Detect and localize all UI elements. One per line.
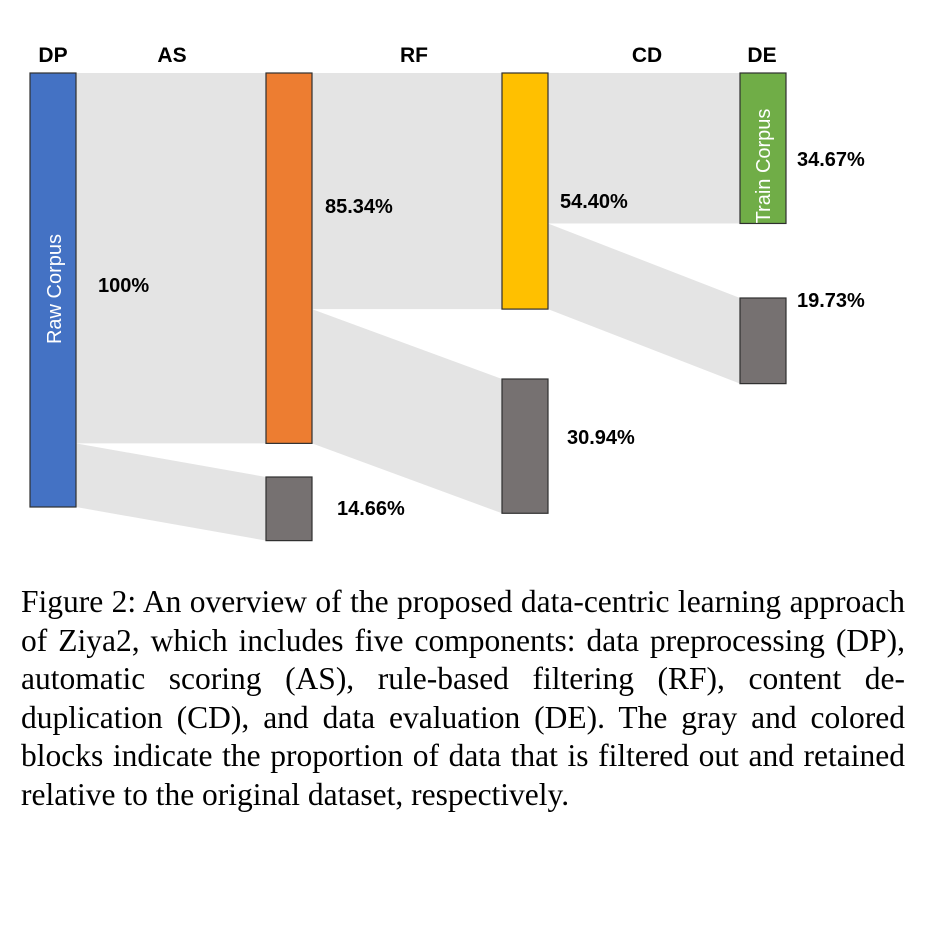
stage-label-dp: DP: [38, 44, 68, 67]
flow-as-retained-to-rf-filtered: [312, 309, 502, 513]
block-cd-filtered: [740, 298, 786, 384]
train-corpus-label: Train Corpus: [753, 108, 775, 224]
block-rf-filtered: [502, 379, 548, 513]
stage-labels: [38, 44, 776, 67]
flow-raw-corpus-to-as-retained: [76, 73, 266, 443]
block-as-filtered: [266, 477, 312, 541]
percent-label-raw-corpus: 100%: [98, 275, 150, 297]
percent-label-train-corpus: 34.67%: [797, 149, 865, 171]
percent-label-as-filtered: 14.66%: [337, 498, 405, 520]
percent-label-as-retained: 85.34%: [325, 196, 393, 218]
percent-label-rf-filtered: 30.94%: [567, 427, 635, 449]
flow-rf-retained-to-cd-filtered: [548, 223, 740, 383]
block-as-retained: [266, 73, 312, 443]
stage-label-de: DE: [747, 44, 777, 67]
flow-as-retained-to-rf-retained: [312, 73, 502, 309]
stage-label-cd: CD: [631, 44, 663, 67]
percent-label-cd-filtered: 19.73%: [797, 290, 865, 312]
stage-label-as: AS: [157, 44, 187, 67]
percent-label-rf-retained: 54.40%: [560, 191, 628, 213]
block-rf-retained: [502, 73, 548, 309]
raw-corpus-label: Raw Corpus: [44, 233, 66, 345]
figure-caption: Figure 2: An overview of the proposed data-centric learning approach of Ziya2, which includes five components: data preprocessing (DP), automatic scoring (AS), rule-based filtering (RF), content de-duplication (CD), and data evaluation (DE). The gray and colored blocks indicate the proportion of data that is filtered out and retained relative to the original dataset, respectively.: [21, 584, 905, 812]
flow-raw-corpus-to-as-filtered: [76, 443, 266, 540]
flow-layer: [76, 73, 740, 541]
stage-label-rf: RF: [400, 44, 428, 67]
